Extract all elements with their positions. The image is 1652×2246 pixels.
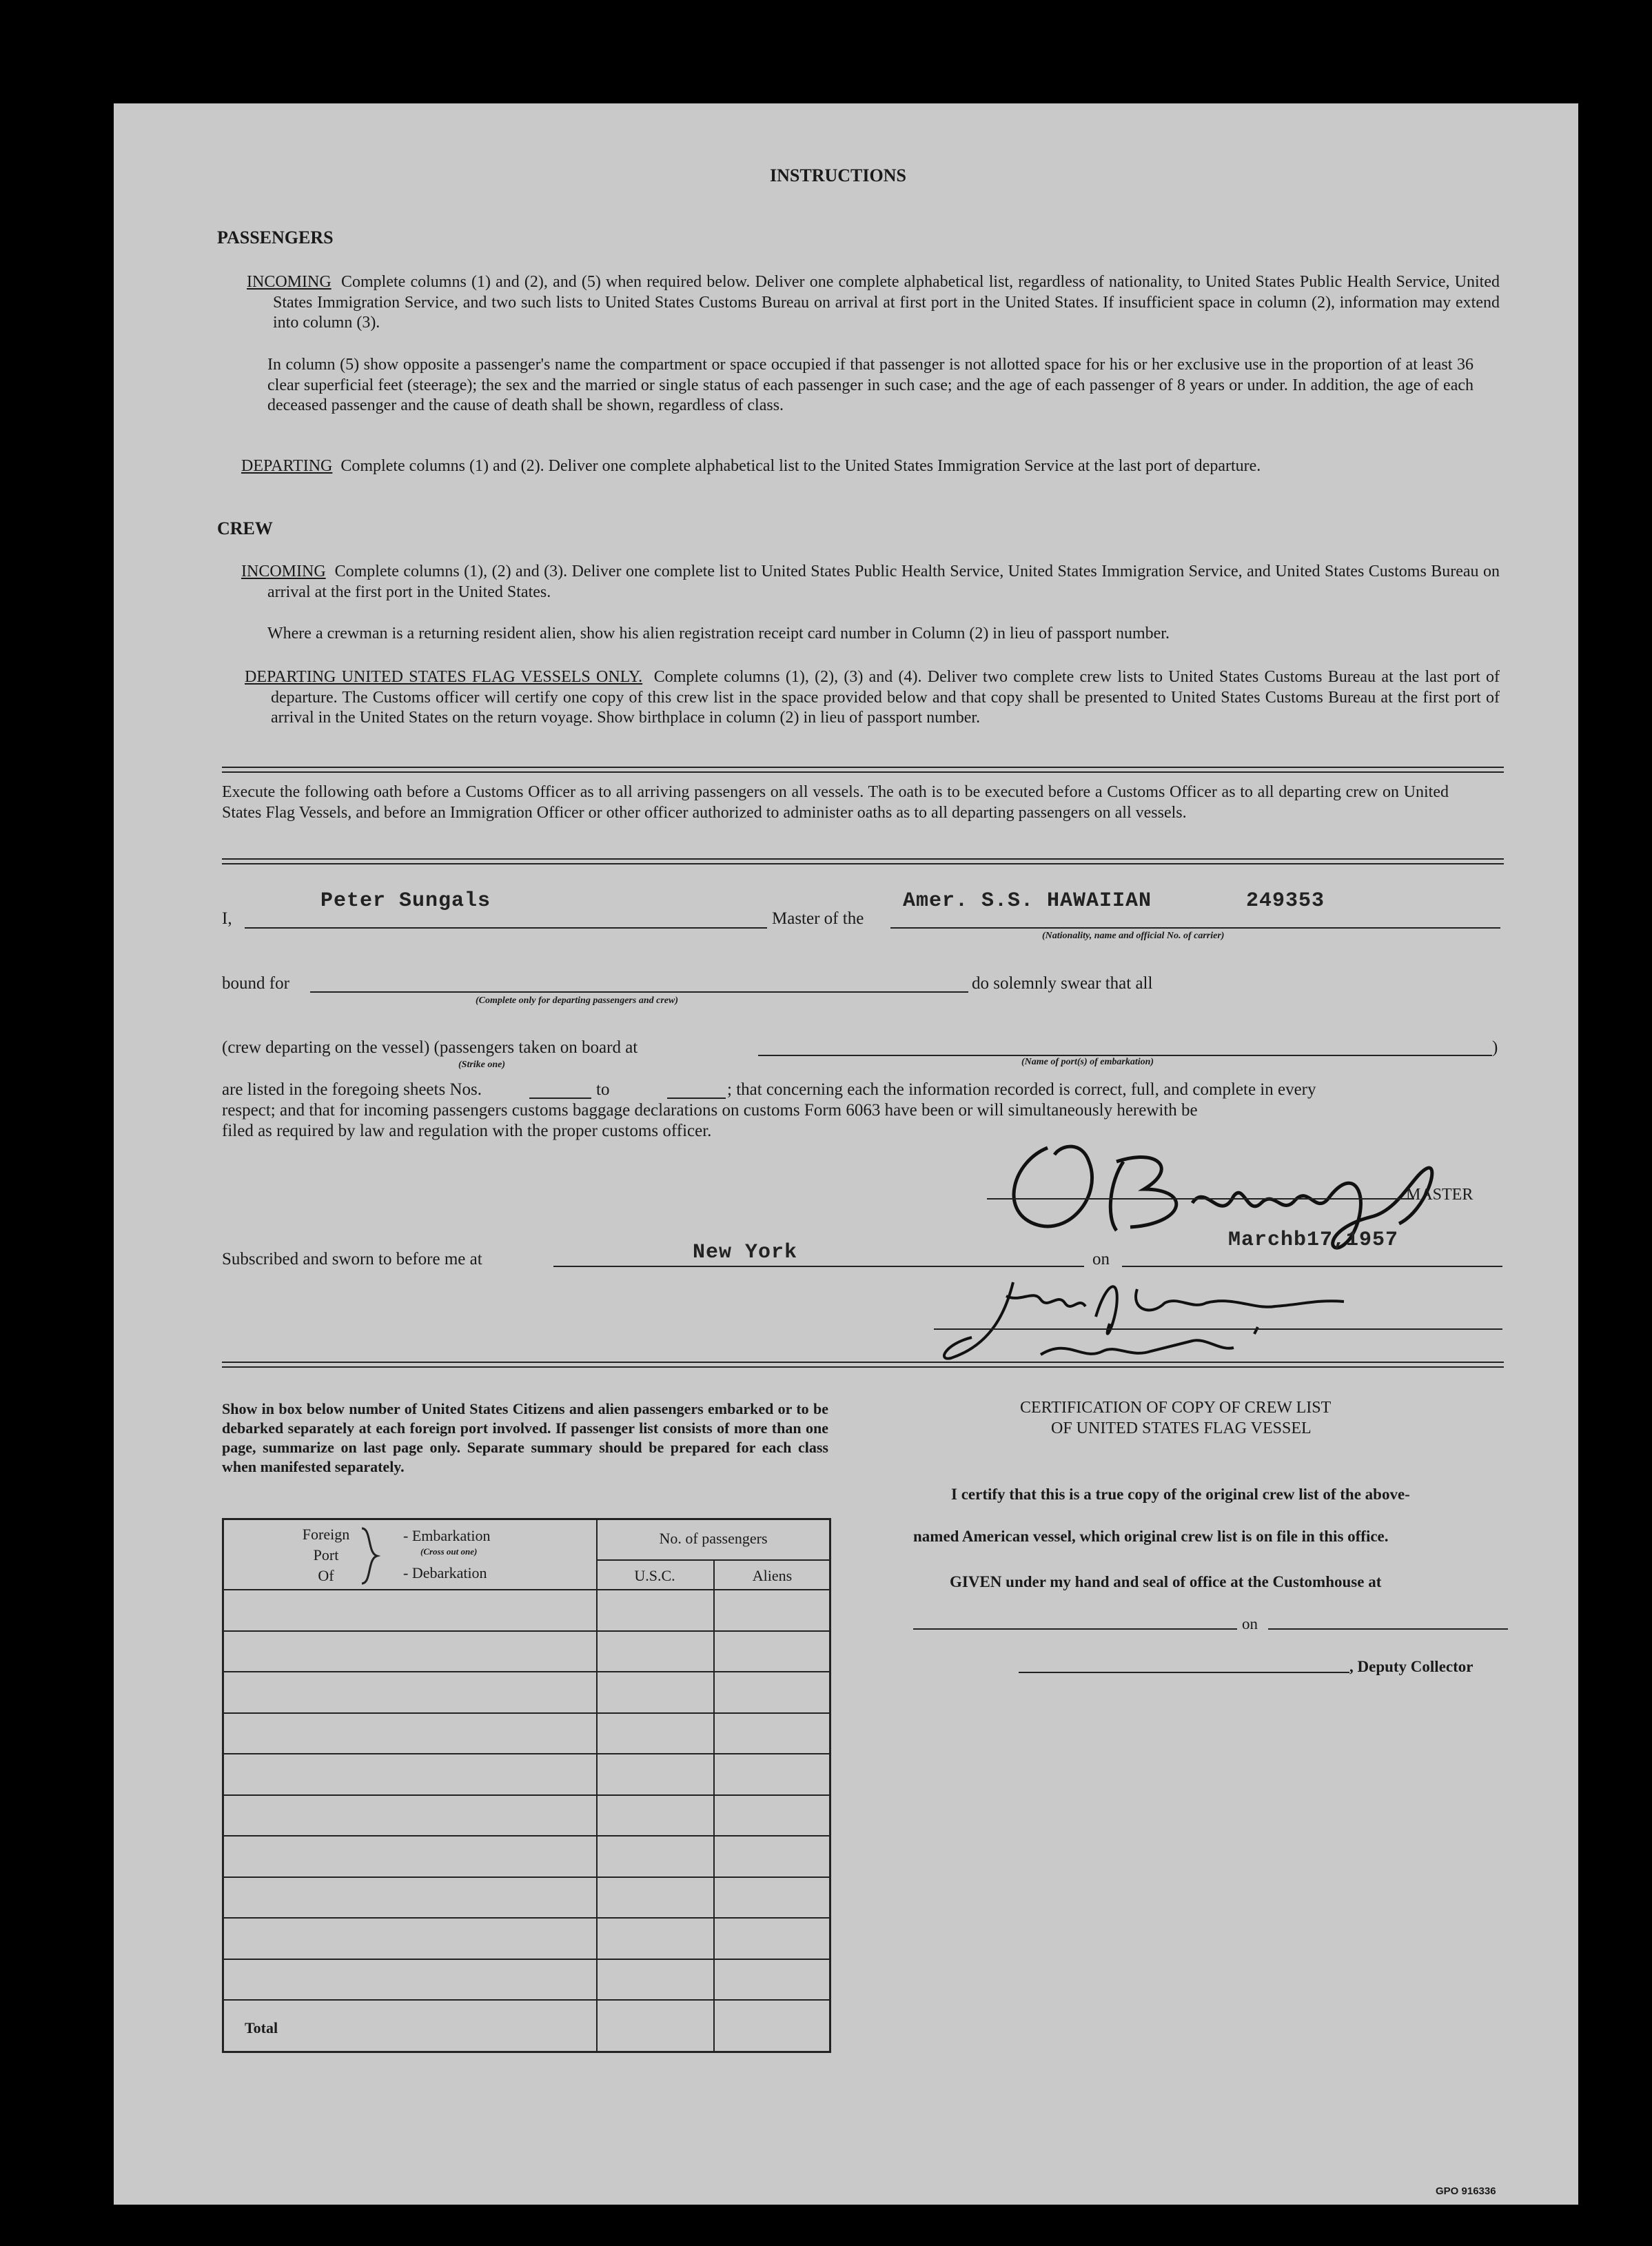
crew-passengers-text: (crew departing on the vessel) (passengers taken on board at — [222, 1038, 638, 1057]
passengers-incoming-text: Complete columns (1) and (2), and (5) when required below. Deliver one complete alphabetical list, regardless of nationality, to United States Public Health Service, United States Immigration Service, and two such lists to United States Customs Bureau on arrival at first port in the United States. If insufficient space in column (2), information may extend into column (3). — [273, 273, 1500, 332]
divider — [222, 1362, 1504, 1368]
officer-signature-line — [934, 1328, 1502, 1330]
passengers-departing-text: Complete columns (1) and (2). Deliver one complete alphabetical list to the United States Immigration Service at the last port of departure. — [340, 457, 1261, 475]
sworn-place-line — [553, 1266, 1084, 1267]
table-row — [224, 1917, 831, 1919]
table-row — [224, 1999, 831, 2001]
foreign-port-of-header: Foreign Port Of — [302, 1526, 350, 1584]
strike-one-caption: (Strike one) — [458, 1060, 506, 1070]
vessel-value: Amer. S.S. HAWAIIAN — [903, 889, 1152, 913]
subscribed-label: Subscribed and sworn to before me at — [222, 1250, 482, 1268]
passengers-heading: PASSENGERS — [217, 227, 334, 247]
crew-incoming-label: INCOMING — [241, 563, 326, 580]
crew-departing-label: DEPARTING UNITED STATES FLAG VESSELS ONLY. — [245, 668, 643, 686]
table-subheader-line — [596, 1559, 831, 1561]
certification-title-1: CERTIFICATION OF COPY OF CREW LIST — [1020, 1399, 1332, 1417]
master-name-value: Peter Sungals — [320, 889, 491, 913]
cross-out-caption: (Cross out one) — [420, 1546, 478, 1557]
table-row — [224, 1753, 831, 1754]
listed-text-d: filed as required by law and regulation with the proper customs officer. — [222, 1122, 712, 1140]
table-col-divider — [713, 1559, 715, 2051]
table-header-line — [224, 1589, 831, 1590]
sheet-to-line — [667, 1097, 726, 1099]
deputy-collector-line — [1019, 1672, 1349, 1673]
embarkation-ports-caption: (Name of port(s) of embarkation) — [1021, 1057, 1154, 1067]
table-row — [224, 1671, 831, 1672]
listed-text-c: respect; and that for incoming passengers customs baggage declarations on customs Form 6063 have been or will simultaneously herewith be — [222, 1101, 1198, 1120]
table-row — [224, 1835, 831, 1837]
master-label: MASTER — [1406, 1186, 1473, 1204]
passengers-departing-paragraph — [241, 456, 1500, 477]
table-col-divider — [596, 1520, 598, 2051]
table-row — [224, 1630, 831, 1632]
certification-date-line — [1268, 1628, 1508, 1630]
bound-for-caption: (Complete only for departing passengers and crew) — [476, 995, 678, 1006]
given-text: GIVEN under my hand and seal of office at the Customhouse at — [950, 1573, 1382, 1590]
divider — [222, 858, 1504, 864]
sheet-from-line — [529, 1097, 591, 1099]
crew-resident-paragraph: Where a crewman is a returning resident alien, show his alien registration receipt card number in Column (2) in lieu of passport number. — [267, 625, 1170, 643]
certify-text-2: named American vessel, which original crew list is on file in this office. — [913, 1528, 1389, 1545]
table-row — [224, 1794, 831, 1796]
table-row — [224, 1959, 831, 1960]
bound-for-line — [310, 991, 968, 993]
sworn-on-label: on — [1092, 1250, 1110, 1268]
bound-for-label: bound for — [222, 974, 289, 993]
sworn-place-value: New York — [693, 1241, 798, 1264]
close-paren: ) — [1492, 1038, 1498, 1057]
passengers-incoming-paragraph — [247, 272, 1500, 334]
listed-sheets-label: are listed in the foregoing sheets Nos. — [222, 1080, 482, 1099]
deputy-collector-label: , Deputy Collector — [1349, 1658, 1473, 1675]
total-label: Total — [245, 2019, 278, 2036]
gpo-code: GPO 916336 — [1436, 2185, 1496, 2197]
officer-signature — [930, 1268, 1413, 1372]
embarkation-ports-line — [758, 1055, 1492, 1056]
table-row — [224, 1876, 831, 1878]
divider — [222, 767, 1504, 773]
sworn-date-line — [1122, 1266, 1502, 1267]
usc-header: U.S.C. — [634, 1567, 675, 1584]
listed-text-b: ; that concerning each the information recorded is correct, full, and complete in every — [727, 1080, 1316, 1099]
master-signature-line — [987, 1198, 1414, 1200]
certification-title-2: OF UNITED STATES FLAG VESSEL — [1051, 1419, 1312, 1437]
embarkation-label: - Embarkation — [403, 1527, 491, 1544]
official-number-value: 249353 — [1246, 889, 1325, 913]
listed-to-label: to — [596, 1080, 610, 1099]
oath-intro-paragraph: Execute the following oath before a Customs Officer as to all arriving passengers on all vessels. The oath is to be executed before a Customs Officer as to all departing crew on United States Flag Vessels, and before an Immigration Officer or other officer authorized to administer oaths as to all departing passengers on all vessels. — [222, 783, 1449, 822]
passengers-column5-paragraph: In column (5) show opposite a passenger's name the compartment or space occupied if that passenger is not allotted space for his or her exclusive use in the proportion of at least 36 clear superficial feet (steerage); the sex and the married or single status of each passenger in such case; and the age of each passenger of 8 years or under. In addition, the age of each deceased passenger and the cause of death shall be shown, regardless of class. — [267, 356, 1473, 414]
page-title: INSTRUCTIONS — [770, 165, 906, 185]
crew-departing-text: Complete columns (1), (2), (3) and (4). Deliver two complete crew lists to United States Customs Bureau at the last port of departure. The Customs officer will certify one copy of this crew list in the space provided below and that copy shall be presented to United States Customs Bureau at the first port of arrival in the United States on the return voyage. Show birthplace in column (2) in lieu of passport number. — [271, 668, 1500, 727]
customhouse-line — [913, 1628, 1237, 1630]
debarkation-label: - Debarkation — [403, 1564, 487, 1581]
sworn-date-value: Marchb17,1957 — [1228, 1228, 1399, 1252]
passengers-departing-label: DEPARTING — [241, 457, 333, 475]
crew-incoming-text: Complete columns (1), (2) and (3). Deliver one complete list to United States Public Health Service, United States Immigration Service, and United States Customs Bureau on arrival at the first port in the United States. — [267, 563, 1500, 601]
passenger-summary-table — [222, 1518, 831, 2053]
brace-icon — [356, 1527, 384, 1585]
certification-on-label: on — [1242, 1615, 1258, 1632]
table-row — [224, 1712, 831, 1714]
oath-i-label: I, — [222, 909, 232, 928]
summary-instructions: Show in box below number of United States Citizens and alien passengers embarked or to be debarked separately at each foreign port involved. If passenger list consists of more than one page, summarize on last page only. Separate summary should be prepared for each class when manifested separately. — [222, 1400, 828, 1475]
passengers-incoming-label: INCOMING — [247, 273, 332, 291]
vessel-caption: (Nationality, name and official No. of carrier) — [1042, 931, 1225, 941]
certify-text-1: I certify that this is a true copy of the original crew list of the above- — [951, 1486, 1410, 1503]
crew-incoming-paragraph — [241, 562, 1500, 603]
vessel-line — [890, 927, 1500, 929]
no-of-passengers-header: No. of passengers — [659, 1530, 768, 1547]
aliens-header: Aliens — [752, 1567, 793, 1584]
crew-departing-paragraph — [245, 667, 1500, 729]
master-of-label: Master of the — [772, 909, 864, 928]
master-name-line — [245, 927, 767, 929]
crew-heading: CREW — [217, 518, 273, 538]
swear-label: do solemnly swear that all — [972, 974, 1153, 993]
